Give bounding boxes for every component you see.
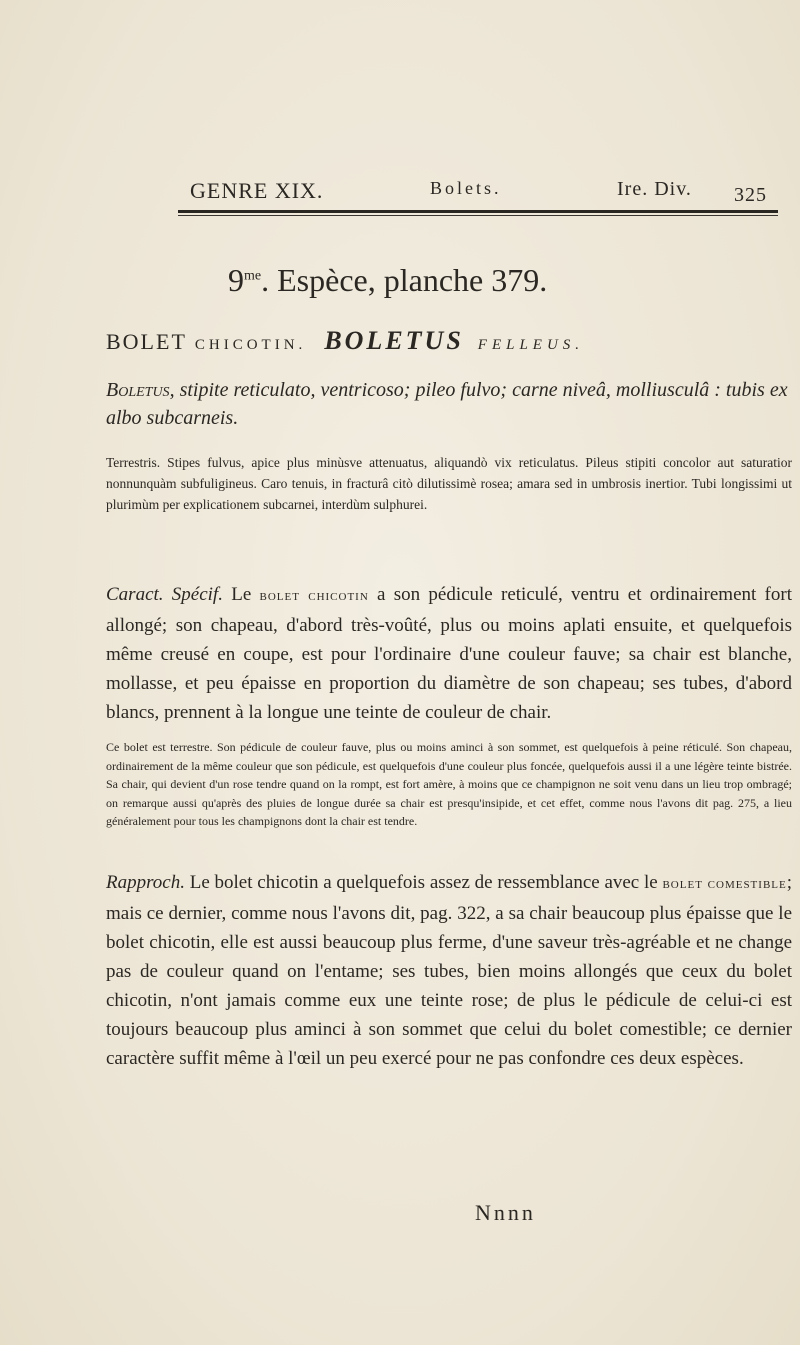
species-number: 9	[228, 262, 244, 298]
page-number: 325	[734, 184, 767, 206]
latin-epithet: FELLEUS.	[477, 337, 585, 353]
species-number-suffix: me	[244, 268, 262, 284]
genre-label: GENRE XIX.	[190, 178, 324, 203]
section-label: Bolets.	[430, 178, 502, 198]
observation-paragraph: Ce bolet est terrestre. Son pédicule de couleur fauve, plus ou moins aminci à son sommet, est quelquefois à peine réticulé. Son chapeau, ordinairement de la même couleur que son pédicule, est quelquefois d'une couleur plus foncée, quelquefois aussi il a une légère teinte bistrée. Sa chair, qui devient d'un rose tendre quand on la rompt, est fort amère, à moins que ce champignon ne soit venu dans un lieu trop ombragé; on remarque aussi qu'après des pluies de longue durée sa chair est presqu'insipide, et cet effet, comme nous l'avons dit pag. 275, a lieu généralement pour tous les champignons dont la chair est tendre.	[106, 740, 792, 828]
species-heading	[228, 262, 748, 299]
rapproch-paragraph	[106, 868, 792, 1073]
latin-genus: BOLETUS	[324, 326, 464, 355]
french-name: BOLET	[106, 329, 187, 354]
latin-diagnosis-text: , stipite reticulato, ventricoso; pileo fulvo; carne niveâ, molliusculâ : tubis ex albo subcarneis.	[106, 379, 788, 429]
french-epithet: CHICOTIN.	[194, 337, 307, 353]
rapproch-text-before: Le bolet chicotin a quelquefois assez de ressemblance avec le	[184, 872, 663, 893]
caract-text-after: a son pédicule reticulé, ventru et ordinairement fort allongé; son chapeau, d'abord très-voûté, plus ou moins aplati ensuite, et quelquefois même creusé en coupe, est pour l'ordinaire d'une couleur fauve; sa chair est blanche, mollasse, et peu épaisse en proportion du diamètre de son chapeau; ses tubes, d'abord blancs, prennent à la longue une teinte de couleur de chair.	[106, 584, 792, 723]
caract-text-before: Le	[222, 584, 260, 605]
caract-paragraph	[106, 580, 792, 727]
rapproch-heading: Rapproch.	[106, 872, 185, 893]
rapproch-text-after: ; mais ce dernier, comme nous l'avons dit, pag. 322, a sa chair beaucoup plus épaisse que le bolet chicotin, elle est aussi beaucoup plus ferme, d'une saveur très-agréable et ne change pas de couleur quand on l'entame; ses tubes, bien moins allongés que ceux du bolet chicotin, n'ont jamais comme eux une teinte rose; de plus le pédicule de celui-ci est toujours beaucoup plus aminci à son sommet que celui du bolet comestible; ce dernier caractère suffit même à l'œil un peu exercé pour ne pas confondre ces deux espèces.	[106, 872, 792, 1069]
caract-heading: Caract. Spécif.	[106, 584, 223, 605]
division-label: Ire. Div.	[617, 178, 692, 200]
header-rule-thick	[178, 210, 778, 213]
header-rule-thin	[178, 215, 778, 216]
species-title: . Espèce, planche 379.	[261, 262, 548, 298]
rapproch-species-name: bolet comestible	[662, 876, 787, 892]
latin-description: Terrestris. Stipes fulvus, apice plus minùsve attenuatus, aliquandò vix reticulatus. Pileus stipiti concolor aut saturatior nonnunquàm subfuligineus. Caro tenuis, in fracturâ citò dilutissimè rosea; amara sed in umbrosis inertior. Tubi longissimi ut plurimùm per explicationem subcarnei, interdùm sulphurei.	[106, 455, 792, 512]
signature-mark: Nnnn	[475, 1200, 536, 1225]
latin-diagnosis-genus: Boletus	[106, 379, 170, 401]
species-name-line	[106, 326, 786, 356]
latin-diagnosis	[106, 376, 792, 432]
caract-species-name: bolet chicotin	[259, 588, 369, 604]
